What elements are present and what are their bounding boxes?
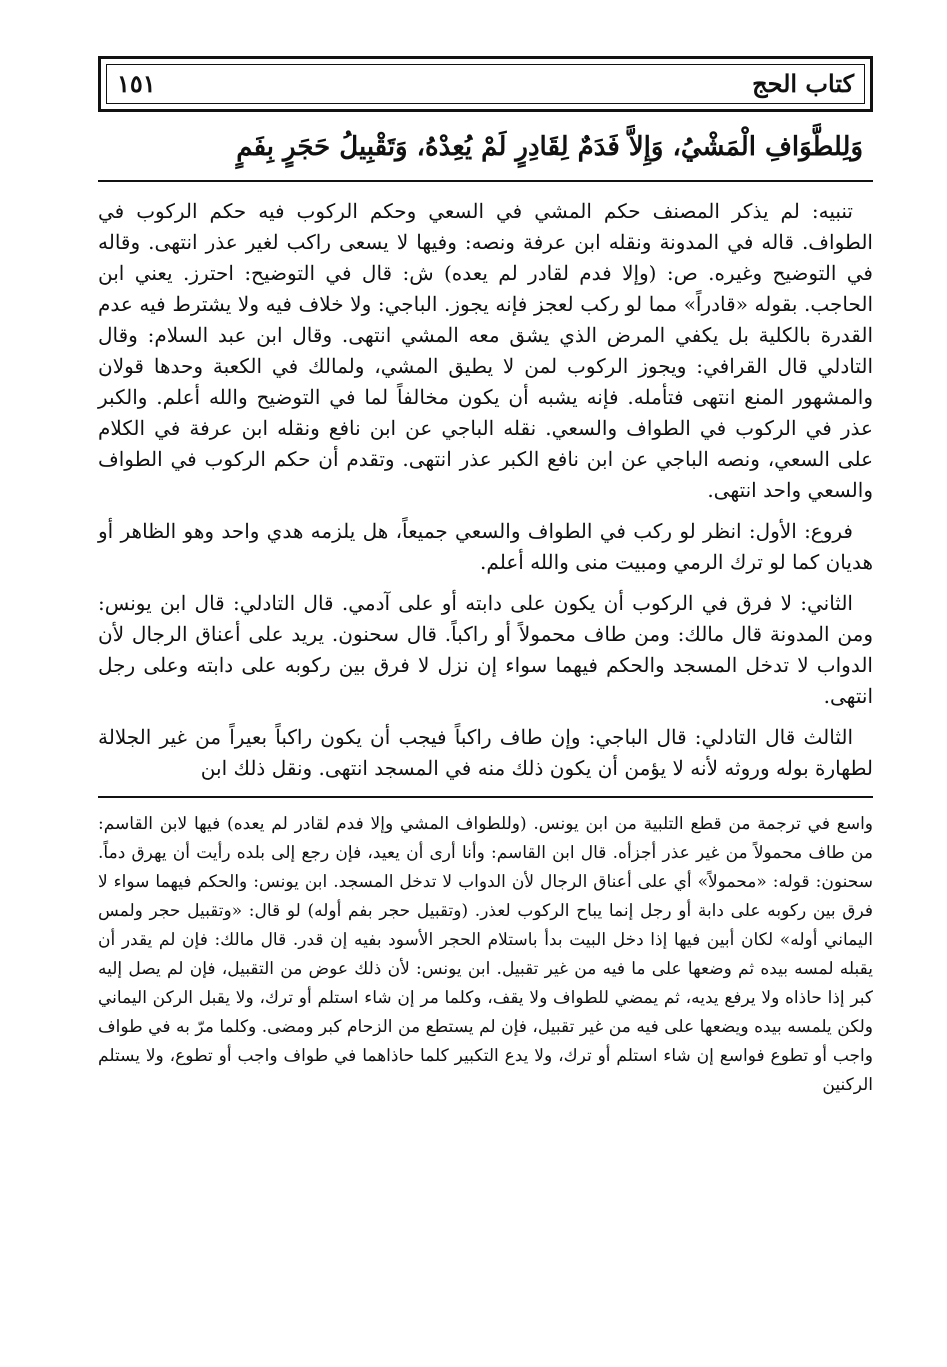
book-page bbox=[98, 56, 873, 1336]
chapter-title: كتاب الحج bbox=[752, 69, 854, 98]
commentary-body bbox=[98, 196, 873, 784]
commentary-paragraph: الثاني: لا فرق في الركوب أن يكون على دابته أو على آدمي. قال التادلي: قال ابن يونس: ومن المدونة قال مالك: ومن طاف محمولاً أو راكباً. قال سحنون. يريد على أعناق الرجال لأن الدواب لا تدخل المسجد والحكم فيهما سواء إن نزل لا فرق بين ركوبه على دابته وعلى رجل انتهى. bbox=[98, 591, 873, 708]
footnote-block bbox=[98, 810, 873, 1100]
matn-text: وَلِلطَّوَافِ الْمَشْيُ، وَإِلاَّ فَدَمٌ لِقَادِرٍ لَمْ يُعِدْهُ، وَتَقْبِيلُ حَجَرٍ بِفَمٍ bbox=[236, 132, 863, 162]
commentary-paragraph: تنبيه: لم يذكر المصنف حكم المشي في السعي وحكم الركوب فيه حكم الركوب في الطواف. قاله في المدونة ونقله ابن عرفة ونصه: وفيها لا يسعى راكب لغير عذر انتهى. وقاله في التوضيح وغيره. ص: (وإلا فدم لقادر لم يعده) ش: قال في التوضيح: احترز. يعني ابن الحاجب. بقوله «قادراً» مما لو ركب لعجز فإنه يجوز. الباجي: ولا خلاف فيه ولا يشترط فيه عدم القدرة بالكلية بل يكفي المرض الذي يشق معه المشي انتهى. وقال ابن عبد السلام: وقال التادلي قال القرافي: ويجوز الركوب لمن لا يطيق المشي، ولمالك في الكعبة وحدها قولان والمشهور المنع انتهى فتأمله. فإنه يشبه أن يكون مخالفاً لما في التوضيح والله أعلم. والكبر عذر في الركوب في الطواف والسعي. نقله الباجي عن ابن نافع ونقله ابن عرفة في الكلام على السعي، ونصه الباجي عن ابن نافع الكبر عذر انتهى. وتقدم أن حكم الركوب في الطواف والسعي واحد انتهى. bbox=[98, 199, 873, 502]
commentary-paragraph: الثالث قال التادلي: قال الباجي: وإن طاف راكباً فيجب أن يكون راكباً بعيراً من غير الجلالة لطهارة بوله وروثه لأنه لا يؤمن أن يكون ذلك منه في المسجد انتهى. ونقل ذلك ابن bbox=[98, 725, 873, 780]
running-header bbox=[98, 56, 873, 112]
commentary-paragraph: فروع: الأول: انظر لو ركب في الطواف والسعي جميعاً، هل يلزمه هدي واحد وهو الظاهر أو هديان كما لو ترك الرمي ومبيت منى والله أعلم. bbox=[98, 519, 873, 574]
footnote-divider bbox=[98, 796, 873, 798]
footnote-text: واسع في ترجمة من قطع التلبية من ابن يونس. (وللطواف المشي وإلا فدم لقادر لم يعده) فيها لابن القاسم: من طاف محمولاً من غير عذر أجزأه. قال ابن القاسم: وأنا أرى أن يعيد، فإن رجع إلى بلده رأيت أن يهرق دماً. سحنون: قوله: «محمولاً» أي على أعناق الرجال لأن الدواب لا تدخل المسجد. ابن يونس: والحكم فيهما سواء لا فرق بين ركوبه على دابة أو رجل إنما يباح الركوب لعذر. (وتقبيل حجر بفم أوله) لو قال: «وتقبيل حجر ولمس اليماني أوله» لكان أبين فيها إذا دخل البيت بدأ باستلام الحجر الأسود بفيه إن قدر. قال مالك: فإن لم يقدر أن يقبله لمسه بيده ثم وضعها على ما فيه من غير تقبيل. ابن يونس: لأن ذلك عوض من التقبيل، فإن لم يصل إليه كبر إذا حاذاه ولا يرفع يديه، ثم يمضي للطواف ولا يقف، وكلما مر إن شاء استلم أو ترك، ولا يقبل الركن اليماني ولكن يلمسه بيده ويضعها على فيه من غير تقبيل، فإن لم يستطع من الزحام كبر ومضى. وكلما مرّ به في طواف واجب أو تطوع فواسع إن شاء استلم أو ترك، ولا يدع التكبير كلما حاذاهما في طواف واجب أو تطوع، ولا يستلم الركنين bbox=[98, 814, 873, 1095]
page-number: ١٥١ bbox=[117, 69, 156, 98]
matn-divider bbox=[98, 180, 873, 182]
